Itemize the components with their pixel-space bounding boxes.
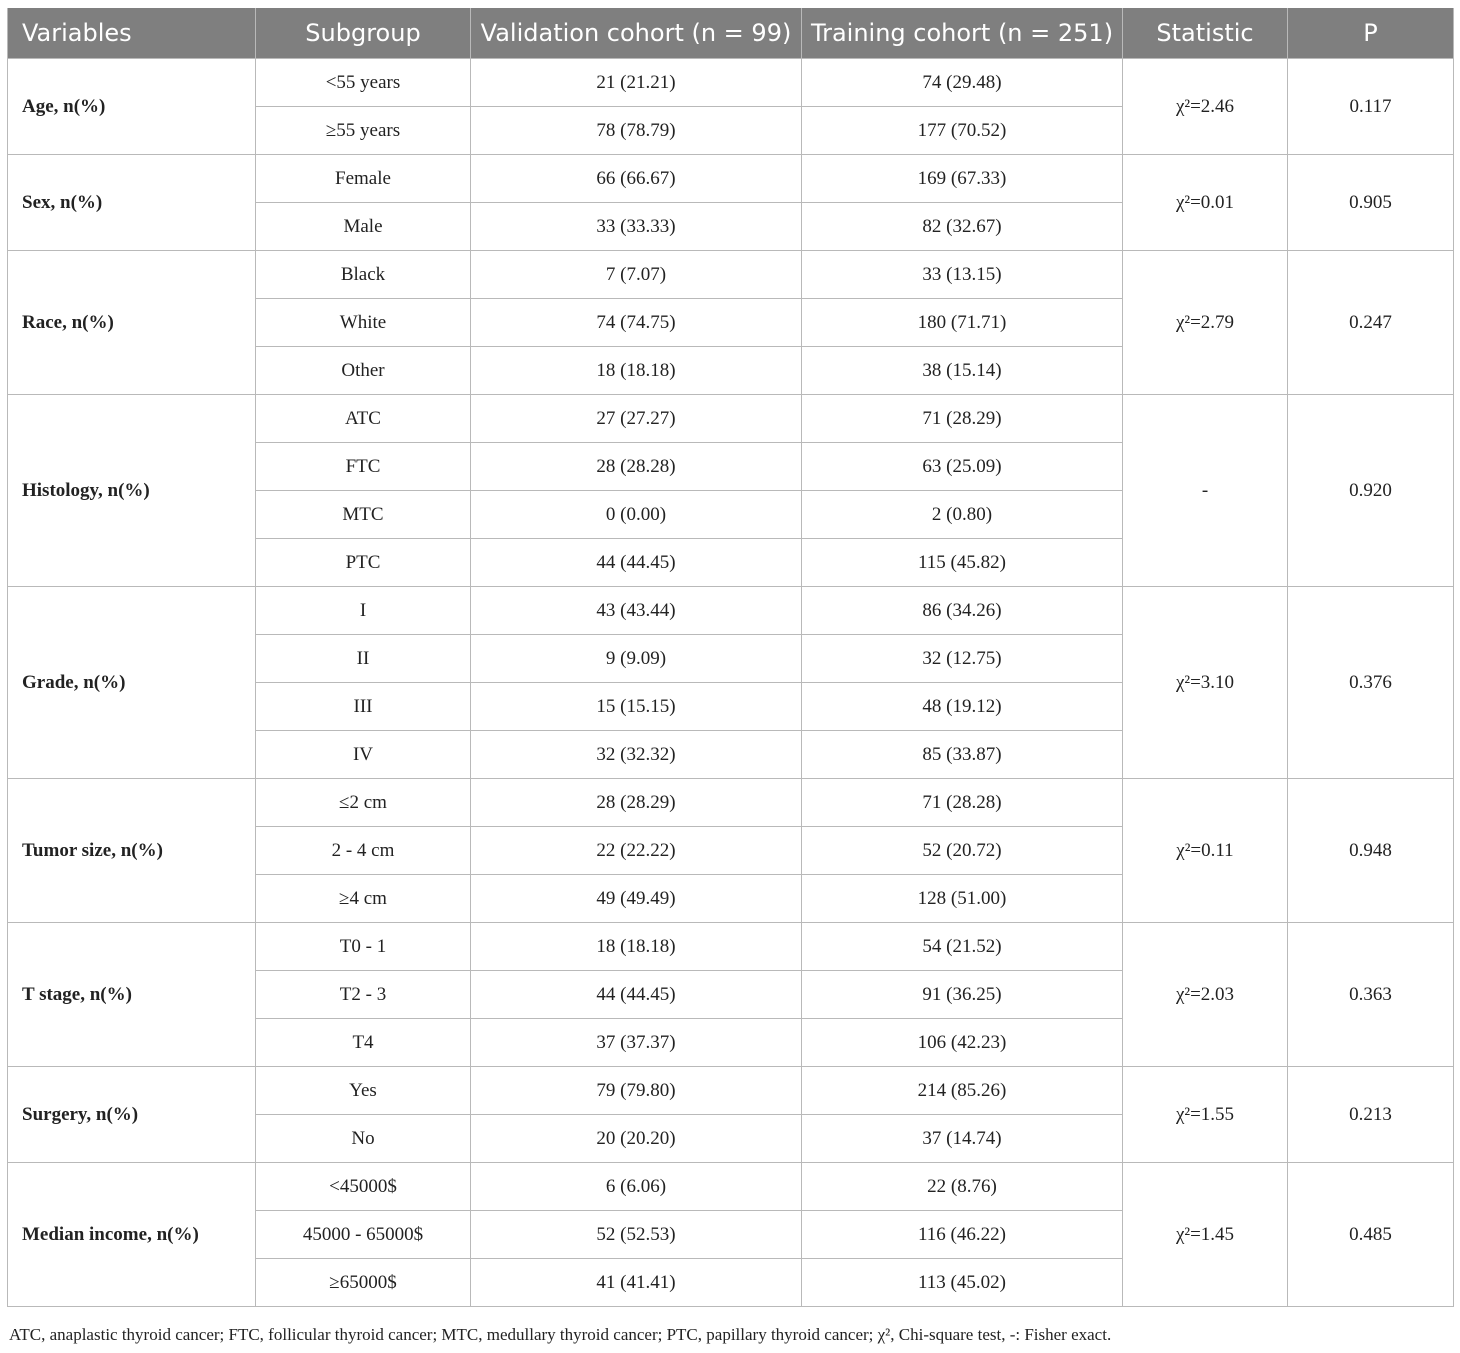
p-value-cell: 0.247 — [1288, 251, 1454, 395]
table-row — [8, 1163, 1454, 1211]
validation-value-cell: 78 (78.79) — [471, 107, 802, 155]
header-variables: Variables — [8, 8, 256, 59]
statistic-cell: χ²=0.01 — [1123, 155, 1288, 251]
variable-name-cell: Surgery, n(%) — [8, 1067, 256, 1163]
subgroup-cell: White — [256, 299, 471, 347]
training-value-cell: 48 (19.12) — [802, 683, 1123, 731]
validation-value-cell: 27 (27.27) — [471, 395, 802, 443]
subgroup-cell: PTC — [256, 539, 471, 587]
training-value-cell: 22 (8.76) — [802, 1163, 1123, 1211]
training-value-cell: 63 (25.09) — [802, 443, 1123, 491]
variable-name-cell: Tumor size, n(%) — [8, 779, 256, 923]
training-value-cell: 54 (21.52) — [802, 923, 1123, 971]
statistic-cell: χ²=1.55 — [1123, 1067, 1288, 1163]
training-value-cell: 214 (85.26) — [802, 1067, 1123, 1115]
validation-value-cell: 79 (79.80) — [471, 1067, 802, 1115]
p-value-cell: 0.948 — [1288, 779, 1454, 923]
p-value-cell: 0.376 — [1288, 587, 1454, 779]
validation-value-cell: 74 (74.75) — [471, 299, 802, 347]
p-value-cell: 0.920 — [1288, 395, 1454, 587]
p-value-cell: 0.905 — [1288, 155, 1454, 251]
subgroup-cell: I — [256, 587, 471, 635]
training-value-cell: 37 (14.74) — [802, 1115, 1123, 1163]
training-value-cell: 85 (33.87) — [802, 731, 1123, 779]
subgroup-cell: ≤2 cm — [256, 779, 471, 827]
variable-name-cell: Histology, n(%) — [8, 395, 256, 587]
validation-value-cell: 66 (66.67) — [471, 155, 802, 203]
p-value-cell: 0.213 — [1288, 1067, 1454, 1163]
validation-value-cell: 28 (28.28) — [471, 443, 802, 491]
training-value-cell: 33 (13.15) — [802, 251, 1123, 299]
subgroup-cell: T2 - 3 — [256, 971, 471, 1019]
validation-value-cell: 44 (44.45) — [471, 971, 802, 1019]
header-training-cohort: Training cohort (n = 251) — [802, 8, 1123, 59]
training-value-cell: 128 (51.00) — [802, 875, 1123, 923]
variable-name-cell: Median income, n(%) — [8, 1163, 256, 1307]
header-validation-cohort: Validation cohort (n = 99) — [471, 8, 802, 59]
table-row — [8, 923, 1454, 971]
header-p: P — [1288, 8, 1454, 59]
subgroup-cell: IV — [256, 731, 471, 779]
training-value-cell: 74 (29.48) — [802, 59, 1123, 107]
table-header-row — [8, 8, 1454, 59]
table-row — [8, 395, 1454, 443]
header-statistic: Statistic — [1123, 8, 1288, 59]
validation-value-cell: 20 (20.20) — [471, 1115, 802, 1163]
table-row — [8, 587, 1454, 635]
table-row — [8, 1067, 1454, 1115]
training-value-cell: 106 (42.23) — [802, 1019, 1123, 1067]
table-row — [8, 251, 1454, 299]
subgroup-cell: III — [256, 683, 471, 731]
validation-value-cell: 22 (22.22) — [471, 827, 802, 875]
training-value-cell: 82 (32.67) — [802, 203, 1123, 251]
subgroup-cell: ≥4 cm — [256, 875, 471, 923]
subgroup-cell: Black — [256, 251, 471, 299]
statistic-cell: χ²=0.11 — [1123, 779, 1288, 923]
statistic-cell: χ²=1.45 — [1123, 1163, 1288, 1307]
training-value-cell: 91 (36.25) — [802, 971, 1123, 1019]
subgroup-cell: Yes — [256, 1067, 471, 1115]
variable-name-cell: Grade, n(%) — [8, 587, 256, 779]
subgroup-cell: Male — [256, 203, 471, 251]
subgroup-cell: ≥65000$ — [256, 1259, 471, 1307]
training-value-cell: 116 (46.22) — [802, 1211, 1123, 1259]
table-footnote: ATC, anaplastic thyroid cancer; FTC, follicular thyroid cancer; MTC, medullary thyroid cancer; PTC, papillary thyroid cancer; χ², Chi-square test, -: Fisher exact. — [9, 1325, 1112, 1344]
subgroup-cell: Other — [256, 347, 471, 395]
validation-value-cell: 37 (37.37) — [471, 1019, 802, 1067]
p-value-cell: 0.485 — [1288, 1163, 1454, 1307]
p-value-cell: 0.363 — [1288, 923, 1454, 1067]
validation-value-cell: 43 (43.44) — [471, 587, 802, 635]
validation-value-cell: 33 (33.33) — [471, 203, 802, 251]
validation-value-cell: 41 (41.41) — [471, 1259, 802, 1307]
table-body — [8, 59, 1454, 1307]
validation-value-cell: 18 (18.18) — [471, 923, 802, 971]
subgroup-cell: FTC — [256, 443, 471, 491]
statistic-cell: χ²=3.10 — [1123, 587, 1288, 779]
validation-value-cell: 7 (7.07) — [471, 251, 802, 299]
variable-name-cell: Age, n(%) — [8, 59, 256, 155]
subgroup-cell: MTC — [256, 491, 471, 539]
validation-value-cell: 21 (21.21) — [471, 59, 802, 107]
variable-name-cell: Sex, n(%) — [8, 155, 256, 251]
subgroup-cell: T4 — [256, 1019, 471, 1067]
training-value-cell: 38 (15.14) — [802, 347, 1123, 395]
validation-value-cell: 15 (15.15) — [471, 683, 802, 731]
training-value-cell: 86 (34.26) — [802, 587, 1123, 635]
subgroup-cell: No — [256, 1115, 471, 1163]
subgroup-cell: 2 - 4 cm — [256, 827, 471, 875]
validation-value-cell: 44 (44.45) — [471, 539, 802, 587]
training-value-cell: 180 (71.71) — [802, 299, 1123, 347]
validation-value-cell: 0 (0.00) — [471, 491, 802, 539]
validation-value-cell: 18 (18.18) — [471, 347, 802, 395]
header-subgroup: Subgroup — [256, 8, 471, 59]
subgroup-cell: ≥55 years — [256, 107, 471, 155]
subgroup-cell: <45000$ — [256, 1163, 471, 1211]
validation-value-cell: 52 (52.53) — [471, 1211, 802, 1259]
training-value-cell: 115 (45.82) — [802, 539, 1123, 587]
training-value-cell: 2 (0.80) — [802, 491, 1123, 539]
training-value-cell: 177 (70.52) — [802, 107, 1123, 155]
subgroup-cell: 45000 - 65000$ — [256, 1211, 471, 1259]
validation-value-cell: 49 (49.49) — [471, 875, 802, 923]
table-row — [8, 155, 1454, 203]
validation-value-cell: 9 (9.09) — [471, 635, 802, 683]
training-value-cell: 113 (45.02) — [802, 1259, 1123, 1307]
subgroup-cell: ATC — [256, 395, 471, 443]
p-value-cell: 0.117 — [1288, 59, 1454, 155]
subgroup-cell: II — [256, 635, 471, 683]
statistic-cell: χ²=2.03 — [1123, 923, 1288, 1067]
validation-value-cell: 6 (6.06) — [471, 1163, 802, 1211]
subgroup-cell: Female — [256, 155, 471, 203]
statistic-cell: - — [1123, 395, 1288, 587]
variable-name-cell: Race, n(%) — [8, 251, 256, 395]
training-value-cell: 71 (28.29) — [802, 395, 1123, 443]
training-value-cell: 52 (20.72) — [802, 827, 1123, 875]
subgroup-cell: T0 - 1 — [256, 923, 471, 971]
table-row — [8, 59, 1454, 107]
validation-value-cell: 28 (28.29) — [471, 779, 802, 827]
statistic-cell: χ²=2.46 — [1123, 59, 1288, 155]
cohort-comparison-table — [7, 8, 1454, 1307]
training-value-cell: 169 (67.33) — [802, 155, 1123, 203]
training-value-cell: 32 (12.75) — [802, 635, 1123, 683]
statistic-cell: χ²=2.79 — [1123, 251, 1288, 395]
table-row — [8, 779, 1454, 827]
training-value-cell: 71 (28.28) — [802, 779, 1123, 827]
validation-value-cell: 32 (32.32) — [471, 731, 802, 779]
variable-name-cell: T stage, n(%) — [8, 923, 256, 1067]
subgroup-cell: <55 years — [256, 59, 471, 107]
